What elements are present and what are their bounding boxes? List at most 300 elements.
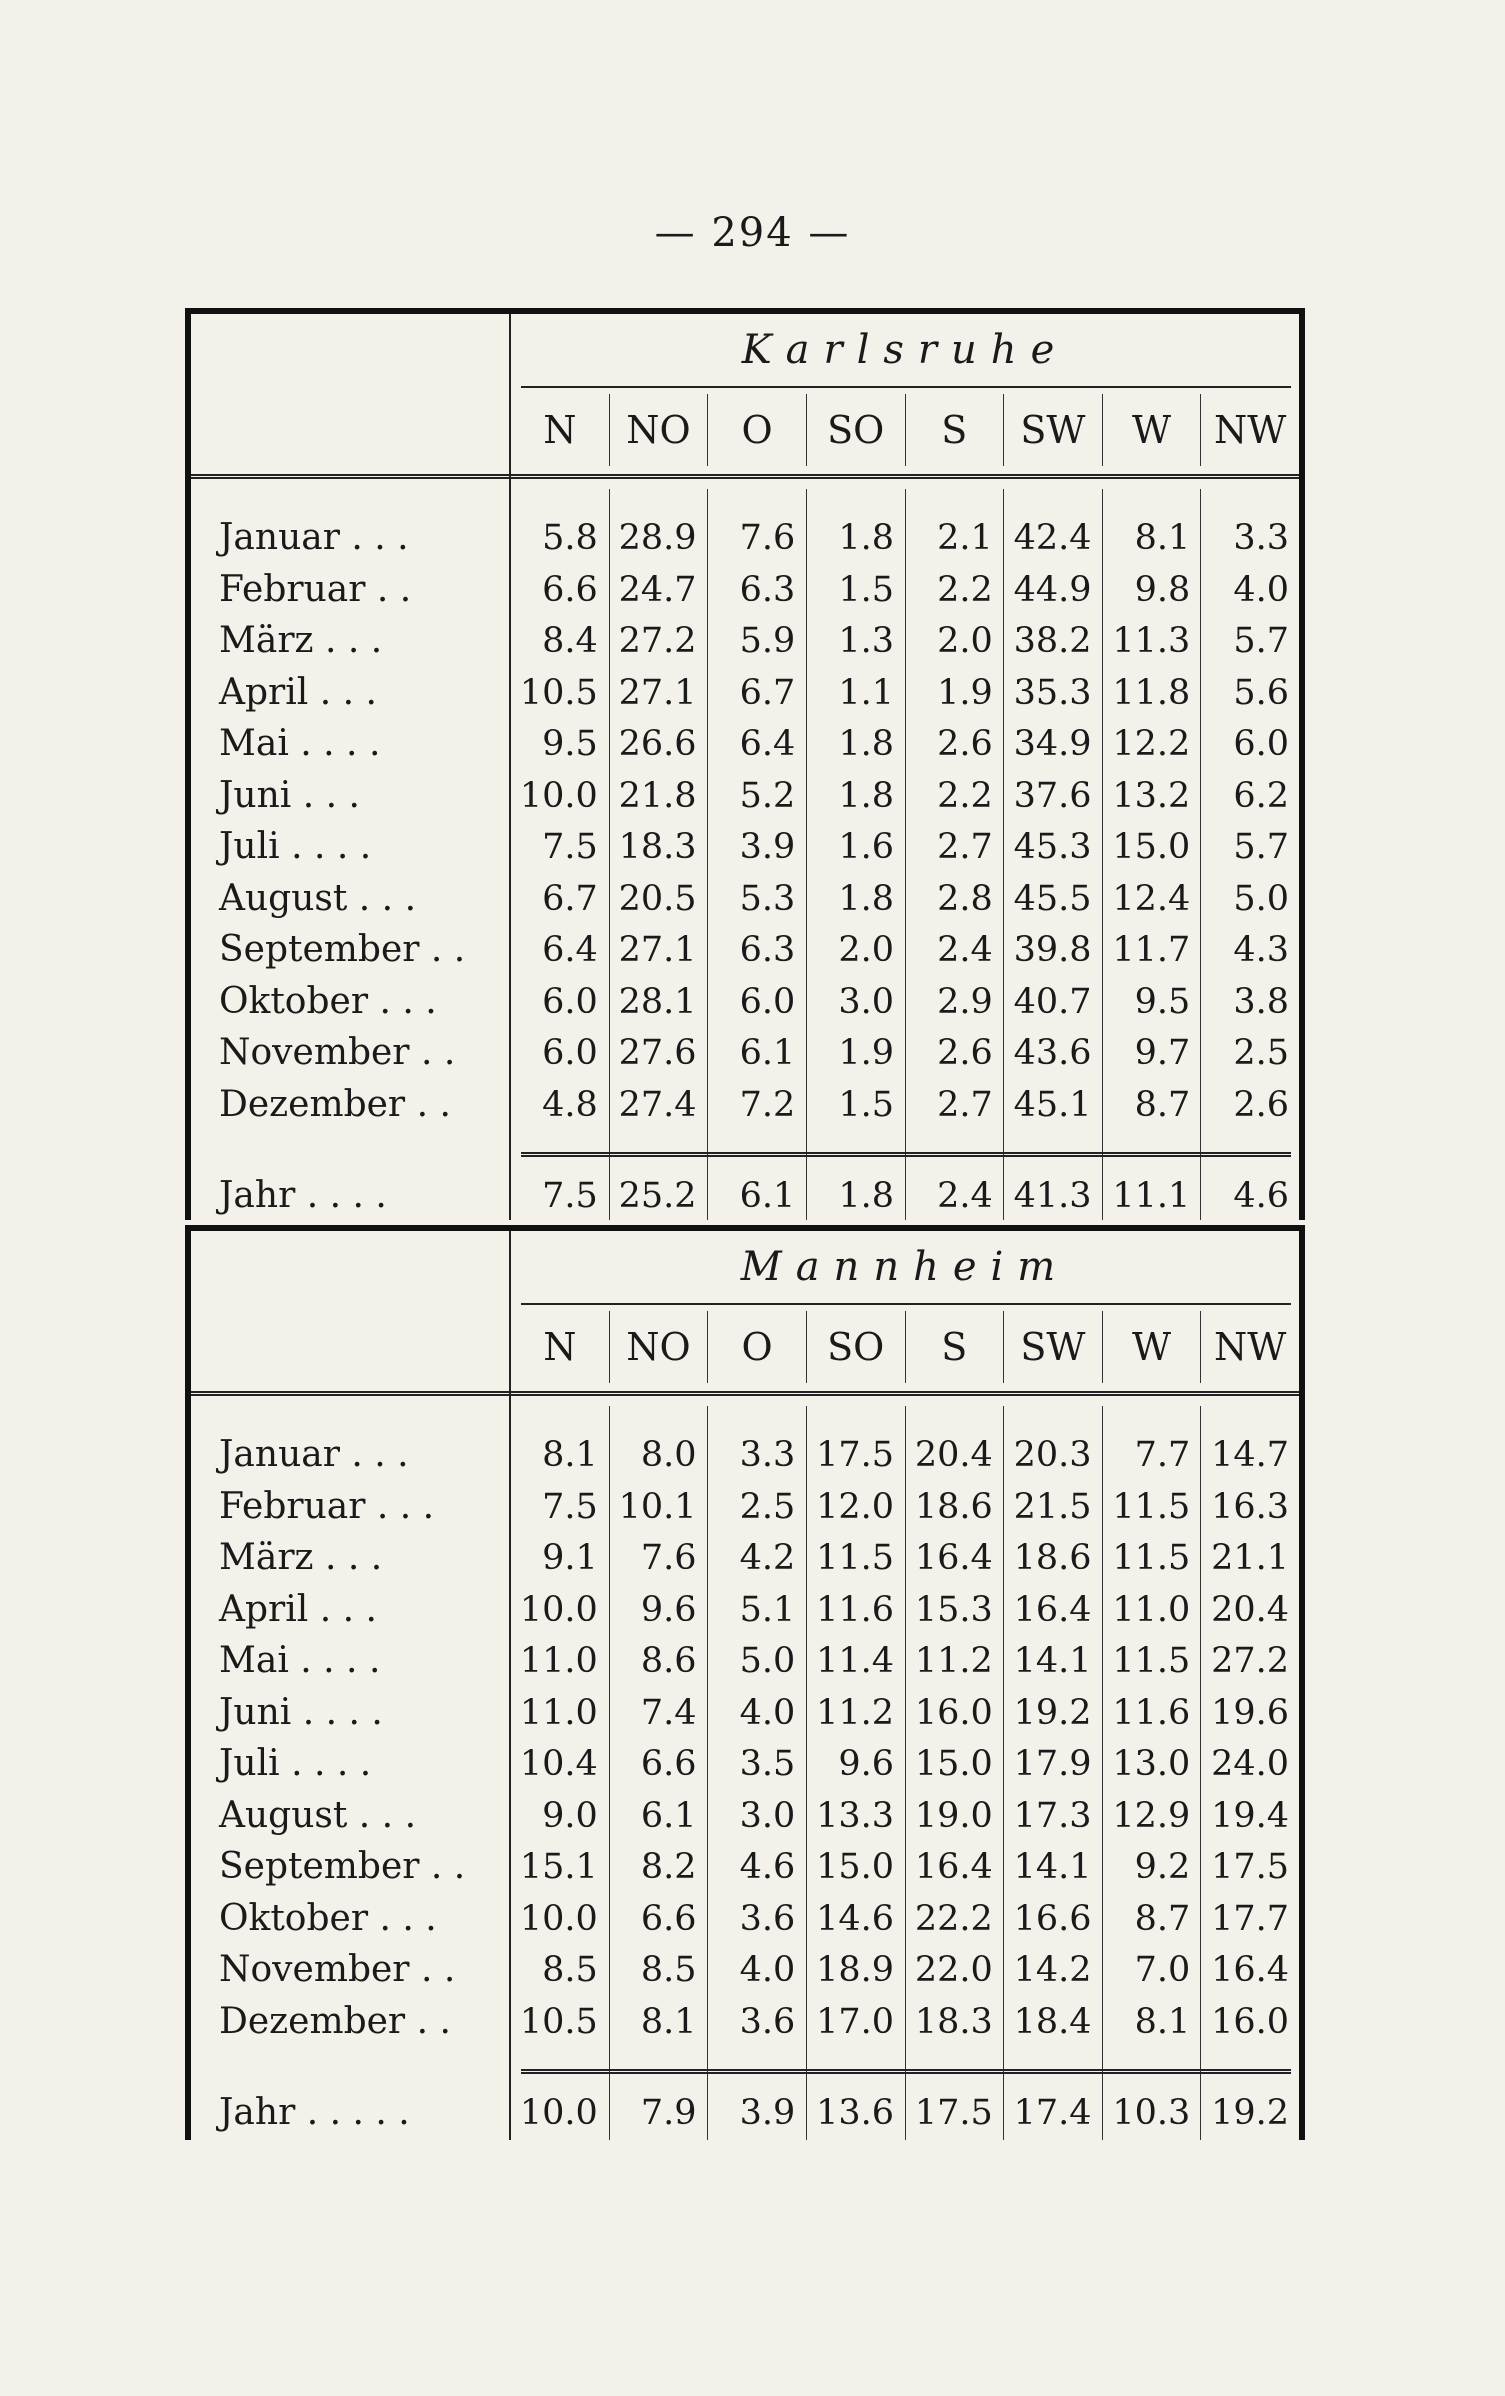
table-cell: 2.8 — [937, 878, 993, 919]
table-cell: 19.4 — [1211, 1795, 1289, 1836]
table-cell: 6.6 — [640, 1744, 697, 1784]
table-row — [191, 718, 1299, 770]
table-row — [191, 1893, 1299, 1945]
table-cell: 8.1 — [542, 1435, 598, 1475]
table-row — [191, 1738, 1299, 1790]
year-cell: 7.9 — [640, 2093, 697, 2133]
table-cell: 10.0 — [519, 1898, 598, 1939]
table-cell: 11.0 — [1112, 1589, 1191, 1630]
table-cell: 9.8 — [1134, 569, 1191, 610]
table-cell: 3.6 — [739, 2001, 796, 2042]
table-cell: 24.0 — [1211, 1744, 1289, 1784]
table-cell: 6.7 — [739, 672, 796, 713]
table-cell: 35.3 — [1013, 672, 1092, 713]
row-values — [509, 1532, 1299, 1584]
table-cell: 8.5 — [542, 1950, 598, 1990]
year-cell: 10.0 — [519, 2093, 598, 2133]
table-cell: 20.4 — [914, 1435, 993, 1475]
table-row — [191, 976, 1299, 1028]
table-row — [191, 615, 1299, 667]
table-cell: 6.6 — [640, 1898, 697, 1939]
month-label: Juni . . . — [219, 774, 360, 816]
table-cell: 17.0 — [816, 2001, 894, 2042]
month-label: Juli . . . . — [219, 1743, 372, 1784]
year-cell: 25.2 — [618, 1176, 697, 1216]
direction-header-sw: SW — [1003, 1311, 1102, 1383]
year-values — [509, 2087, 1299, 2139]
table-cell: 2.6 — [937, 724, 993, 764]
year-values — [509, 1170, 1299, 1222]
table-cell: 1.6 — [838, 827, 894, 867]
table-cell: 16.0 — [914, 1692, 993, 1733]
table-cell: 2.6 — [1233, 1084, 1289, 1125]
row-values — [509, 873, 1299, 925]
table-cell: 9.5 — [1134, 981, 1191, 1022]
mannheim-table — [185, 1225, 1305, 2140]
month-label: Mai . . . . — [219, 723, 381, 764]
table-cell: 26.6 — [618, 724, 697, 764]
table-cell: 12.9 — [1112, 1795, 1191, 1836]
table-cell: 15.0 — [816, 1847, 894, 1887]
table-cell: 16.4 — [1211, 1950, 1289, 1990]
month-label: Januar . . . — [219, 1434, 409, 1475]
month-label: Januar . . . — [219, 517, 409, 558]
table-cell: 12.4 — [1112, 878, 1191, 919]
table-row — [191, 924, 1299, 976]
table-cell: 19.0 — [914, 1795, 993, 1836]
header-rule — [191, 474, 1299, 479]
direction-header-n: N — [543, 1325, 577, 1369]
year-cell: 41.3 — [1013, 1176, 1092, 1216]
row-values — [509, 924, 1299, 976]
table-cell: 40.7 — [1013, 981, 1092, 1022]
year-cell: 6.1 — [739, 1176, 796, 1216]
table-row — [191, 770, 1299, 822]
table-row — [191, 1584, 1299, 1636]
table-cell: 3.3 — [739, 1435, 796, 1475]
table-cell: 7.5 — [542, 1486, 598, 1527]
table-cell: 39.8 — [1013, 930, 1092, 970]
table-cell: 2.5 — [739, 1486, 796, 1527]
table-cell: 5.1 — [739, 1589, 796, 1630]
table-row — [191, 1687, 1299, 1739]
table-cell: 15.0 — [914, 1744, 993, 1784]
table-cell: 7.2 — [739, 1084, 796, 1125]
table-cell: 6.7 — [542, 878, 598, 919]
table-cell: 5.8 — [542, 518, 598, 558]
place-header-rule — [521, 386, 1291, 388]
row-values — [509, 1481, 1299, 1533]
table-cell: 6.4 — [542, 930, 598, 970]
table-cell: 8.2 — [640, 1847, 697, 1887]
table-cell: 10.5 — [519, 2001, 598, 2042]
table-cell: 27.1 — [618, 672, 697, 713]
table-row — [191, 873, 1299, 925]
table-cell: 17.3 — [1013, 1795, 1092, 1836]
table-cell: 7.5 — [542, 827, 598, 867]
table-cell: 2.0 — [937, 621, 993, 661]
table-cell: 9.7 — [1134, 1033, 1191, 1073]
month-label: Oktober . . . — [219, 1897, 437, 1939]
table-cell: 11.5 — [1112, 1641, 1191, 1681]
table-cell: 11.0 — [519, 1641, 598, 1681]
direction-header-sw: SW — [1003, 394, 1102, 466]
table-cell: 45.1 — [1013, 1084, 1092, 1125]
year-cell: 11.1 — [1112, 1176, 1191, 1216]
row-values — [509, 1790, 1299, 1842]
month-label: Februar . . — [219, 568, 412, 610]
table-cell: 1.8 — [838, 878, 894, 919]
row-values — [509, 615, 1299, 667]
direction-header-nw: NW — [1200, 394, 1299, 466]
table-cell: 5.0 — [1233, 878, 1289, 919]
table-cell: 14.2 — [1013, 1950, 1092, 1990]
table-cell: 7.7 — [1134, 1435, 1191, 1475]
row-values — [509, 1996, 1299, 2048]
table-cell: 18.9 — [816, 1950, 894, 1990]
year-label: Jahr . . . . — [219, 1175, 387, 1216]
table-cell: 6.3 — [739, 930, 796, 970]
table-cell: 43.6 — [1013, 1033, 1092, 1073]
table-cell: 34.9 — [1013, 724, 1092, 764]
row-values — [509, 1944, 1299, 1996]
karlsruhe-table — [185, 308, 1305, 1220]
row-values — [509, 564, 1299, 616]
table-cell: 11.6 — [816, 1589, 894, 1630]
table-cell: 14.1 — [1013, 1641, 1092, 1681]
table-cell: 8.6 — [640, 1641, 697, 1681]
table-cell: 9.2 — [1134, 1847, 1191, 1887]
place-header: Karlsruhe — [741, 327, 1069, 373]
month-label: Juni . . . . — [219, 1691, 383, 1733]
table-cell: 9.6 — [640, 1589, 697, 1630]
month-label: Dezember . . — [219, 1083, 451, 1125]
month-label: März . . . — [219, 1537, 383, 1578]
table-cell: 4.0 — [739, 1692, 796, 1733]
direction-header-so: SO — [806, 1311, 905, 1383]
table-cell: 5.7 — [1233, 621, 1289, 661]
table-cell: 17.5 — [816, 1435, 894, 1475]
table-cell: 10.0 — [519, 1589, 598, 1630]
table-cell: 8.5 — [640, 1950, 697, 1990]
year-cell: 3.9 — [739, 2093, 796, 2133]
table-cell: 11.8 — [1112, 672, 1191, 713]
table-cell: 10.4 — [519, 1744, 598, 1784]
table-cell: 11.6 — [1112, 1692, 1191, 1733]
table-row — [191, 667, 1299, 719]
row-values — [509, 1893, 1299, 1945]
table-cell: 13.0 — [1112, 1744, 1191, 1784]
direction-header-o: O — [707, 394, 806, 466]
table-cell: 12.2 — [1112, 724, 1191, 764]
year-rule — [521, 2069, 1291, 2074]
year-row — [191, 2087, 1299, 2139]
table-cell: 10.0 — [519, 775, 598, 816]
row-values — [509, 976, 1299, 1028]
table-cell: 11.7 — [1112, 930, 1191, 970]
table-cell: 14.7 — [1211, 1435, 1289, 1475]
table-cell: 16.4 — [914, 1538, 993, 1578]
table-cell: 20.4 — [1211, 1589, 1289, 1630]
table-cell: 28.9 — [618, 518, 697, 558]
direction-header-s: S — [905, 1311, 1004, 1383]
table-cell: 1.8 — [838, 724, 894, 764]
table-cell: 24.7 — [618, 569, 697, 610]
direction-header-nw: NW — [1200, 1311, 1299, 1383]
table-cell: 5.7 — [1233, 827, 1289, 867]
year-cell: 1.8 — [838, 1176, 894, 1216]
table-cell: 1.9 — [838, 1033, 894, 1073]
month-label: November . . — [219, 1949, 456, 1990]
table-cell: 6.3 — [739, 569, 796, 610]
page-number: — 294 — — [654, 210, 851, 256]
table-cell: 8.4 — [542, 621, 598, 661]
table-row — [191, 1027, 1299, 1079]
table-cell: 14.1 — [1013, 1847, 1092, 1887]
month-label: September . . — [219, 1846, 466, 1887]
table-cell: 1.3 — [838, 621, 894, 661]
table-cell: 5.3 — [739, 878, 796, 919]
table-cell: 17.7 — [1211, 1898, 1289, 1939]
table-cell: 21.1 — [1211, 1538, 1289, 1578]
table-cell: 17.5 — [1211, 1847, 1289, 1887]
table-cell: 6.0 — [739, 981, 796, 1022]
table-cell: 19.2 — [1013, 1692, 1092, 1733]
table-cell: 4.2 — [739, 1538, 796, 1578]
table-row — [191, 564, 1299, 616]
table-row — [191, 1532, 1299, 1584]
table-cell: 10.1 — [618, 1486, 697, 1527]
table-cell: 3.3 — [1233, 518, 1289, 558]
year-label: Jahr . . . . . — [219, 2092, 410, 2133]
table-cell: 16.6 — [1013, 1898, 1092, 1939]
table-cell: 5.6 — [1233, 672, 1289, 713]
table-cell: 7.6 — [640, 1538, 697, 1578]
table-cell: 21.5 — [1013, 1486, 1092, 1527]
table-row — [191, 1481, 1299, 1533]
table-cell: 4.3 — [1233, 930, 1289, 970]
year-cell: 4.6 — [1233, 1176, 1289, 1216]
table-row — [191, 1841, 1299, 1893]
table-row — [191, 1944, 1299, 1996]
year-cell: 19.2 — [1211, 2093, 1289, 2133]
table-cell: 1.1 — [838, 672, 894, 713]
table-cell: 6.0 — [1233, 724, 1289, 764]
direction-header-s: S — [905, 394, 1004, 466]
table-cell: 2.0 — [838, 930, 894, 970]
table-cell: 8.1 — [1134, 518, 1191, 558]
table-cell: 11.2 — [914, 1641, 993, 1681]
table-cell: 27.6 — [618, 1033, 697, 1073]
table-cell: 7.4 — [640, 1692, 697, 1733]
table-cell: 18.4 — [1013, 2001, 1092, 2042]
table-cell: 2.6 — [937, 1033, 993, 1073]
table-cell: 1.8 — [838, 518, 894, 558]
table-cell: 21.8 — [618, 775, 697, 816]
table-cell: 38.2 — [1013, 621, 1092, 661]
table-cell: 11.5 — [1112, 1486, 1191, 1527]
table-cell: 3.6 — [739, 1898, 796, 1939]
month-label: März . . . — [219, 620, 383, 661]
table-cell: 13.2 — [1112, 775, 1191, 816]
table-cell: 16.3 — [1211, 1486, 1289, 1527]
direction-header-w: W — [1102, 394, 1201, 466]
table-cell: 27.2 — [618, 621, 697, 661]
row-values — [509, 1429, 1299, 1481]
table-cell: 9.0 — [542, 1795, 598, 1836]
table-cell: 8.7 — [1134, 1898, 1191, 1939]
table-cell: 12.0 — [816, 1486, 894, 1527]
table-cell: 27.4 — [618, 1084, 697, 1125]
table-cell: 9.1 — [542, 1538, 598, 1578]
table-cell: 14.6 — [816, 1898, 894, 1939]
direction-header-row — [511, 1311, 1299, 1383]
row-values — [509, 770, 1299, 822]
row-values — [509, 1841, 1299, 1893]
table-cell: 44.9 — [1013, 569, 1092, 610]
table-cell: 5.9 — [739, 621, 796, 661]
table-cell: 15.1 — [519, 1847, 598, 1887]
table-cell: 11.5 — [816, 1538, 894, 1578]
month-label: August . . . — [219, 877, 417, 919]
table-cell: 16.0 — [1211, 2001, 1289, 2042]
month-label: Mai . . . . — [219, 1640, 381, 1681]
table-cell: 11.2 — [816, 1692, 894, 1733]
direction-header-no: NO — [609, 1311, 708, 1383]
table-cell: 8.7 — [1134, 1084, 1191, 1125]
table-row — [191, 1429, 1299, 1481]
row-values — [509, 1635, 1299, 1687]
table-cell: 3.5 — [739, 1744, 796, 1784]
table-cell: 27.1 — [618, 930, 697, 970]
table-cell: 4.8 — [542, 1084, 598, 1125]
place-header-rule — [521, 1303, 1291, 1305]
table-cell: 3.8 — [1233, 981, 1289, 1022]
table-cell: 4.0 — [739, 1950, 796, 1990]
table-row — [191, 1635, 1299, 1687]
table-cell: 22.0 — [914, 1950, 993, 1990]
table-cell: 1.8 — [838, 775, 894, 816]
table-cell: 4.6 — [739, 1847, 796, 1887]
month-label: April . . . — [219, 1588, 377, 1630]
month-label: August . . . — [219, 1794, 417, 1836]
table-row — [191, 1790, 1299, 1842]
table-cell: 2.4 — [937, 930, 993, 970]
row-values — [509, 1687, 1299, 1739]
table-cell: 4.0 — [1233, 569, 1289, 610]
row-values — [509, 667, 1299, 719]
table-cell: 15.0 — [1112, 827, 1191, 867]
table-cell: 6.4 — [739, 724, 796, 764]
table-cell: 8.1 — [640, 2001, 697, 2042]
month-label: Dezember . . — [219, 2000, 451, 2042]
direction-header-w: W — [1102, 1311, 1201, 1383]
direction-header-no: NO — [609, 394, 708, 466]
table-cell: 9.5 — [542, 724, 598, 764]
table-cell: 45.3 — [1013, 827, 1092, 867]
row-values — [509, 512, 1299, 564]
table-cell: 2.5 — [1233, 1033, 1289, 1073]
table-cell: 1.5 — [838, 1084, 894, 1125]
header-rule — [191, 1391, 1299, 1396]
row-values — [509, 1584, 1299, 1636]
table-cell: 3.0 — [838, 981, 894, 1022]
row-values — [509, 1079, 1299, 1131]
month-label: Oktober . . . — [219, 980, 437, 1022]
table-cell: 11.4 — [816, 1641, 894, 1681]
table-cell: 3.9 — [739, 827, 796, 867]
table-cell: 6.0 — [542, 1033, 598, 1073]
table-cell: 2.2 — [937, 569, 993, 610]
table-cell: 20.5 — [618, 878, 697, 919]
month-label: November . . — [219, 1032, 456, 1073]
year-cell: 17.4 — [1013, 2093, 1092, 2133]
table-cell: 45.5 — [1013, 878, 1092, 919]
year-cell: 10.3 — [1112, 2093, 1191, 2133]
table-cell: 16.4 — [1013, 1589, 1092, 1630]
table-cell: 8.0 — [640, 1435, 697, 1475]
table-cell: 6.0 — [542, 981, 598, 1022]
place-header: Mannheim — [740, 1244, 1070, 1290]
table-cell: 18.6 — [914, 1486, 993, 1527]
year-rule — [521, 1152, 1291, 1157]
table-cell: 11.3 — [1112, 621, 1191, 661]
row-values — [509, 1738, 1299, 1790]
table-cell: 17.9 — [1013, 1744, 1092, 1784]
table-cell: 28.1 — [618, 981, 697, 1022]
direction-header-n: N — [543, 408, 577, 452]
table-cell: 18.3 — [618, 827, 697, 867]
table-cell: 2.7 — [937, 827, 993, 867]
table-cell: 2.9 — [937, 981, 993, 1022]
table-cell: 27.2 — [1211, 1641, 1289, 1681]
table-cell: 2.7 — [937, 1084, 993, 1125]
year-cell: 7.5 — [542, 1176, 598, 1216]
direction-header-row — [511, 394, 1299, 466]
table-cell: 8.1 — [1134, 2001, 1191, 2042]
row-values — [509, 1027, 1299, 1079]
table-cell: 2.2 — [937, 775, 993, 816]
table-cell: 5.2 — [739, 775, 796, 816]
table-cell: 3.0 — [739, 1795, 796, 1836]
table-cell: 15.3 — [914, 1589, 993, 1630]
table-cell: 16.4 — [914, 1847, 993, 1887]
month-label: September . . — [219, 929, 466, 970]
direction-header-so: SO — [806, 394, 905, 466]
table-row — [191, 1079, 1299, 1131]
table-row — [191, 1996, 1299, 2048]
year-cell: 2.4 — [937, 1176, 993, 1216]
table-cell: 42.4 — [1013, 518, 1092, 558]
month-label: Februar . . . — [219, 1485, 435, 1527]
table-row — [191, 821, 1299, 873]
table-cell: 22.2 — [914, 1898, 993, 1939]
table-cell: 11.0 — [519, 1692, 598, 1733]
table-cell: 1.5 — [838, 569, 894, 610]
table-row — [191, 512, 1299, 564]
direction-header-o: O — [707, 1311, 806, 1383]
table-cell: 18.6 — [1013, 1538, 1092, 1578]
table-cell: 37.6 — [1013, 775, 1092, 816]
table-cell: 13.3 — [816, 1795, 894, 1836]
table-cell: 6.6 — [542, 569, 598, 610]
table-cell: 20.3 — [1013, 1435, 1092, 1475]
year-cell: 17.5 — [914, 2093, 993, 2133]
row-values — [509, 821, 1299, 873]
table-cell: 2.1 — [937, 518, 993, 558]
table-cell: 6.2 — [1233, 775, 1289, 816]
row-values — [509, 718, 1299, 770]
